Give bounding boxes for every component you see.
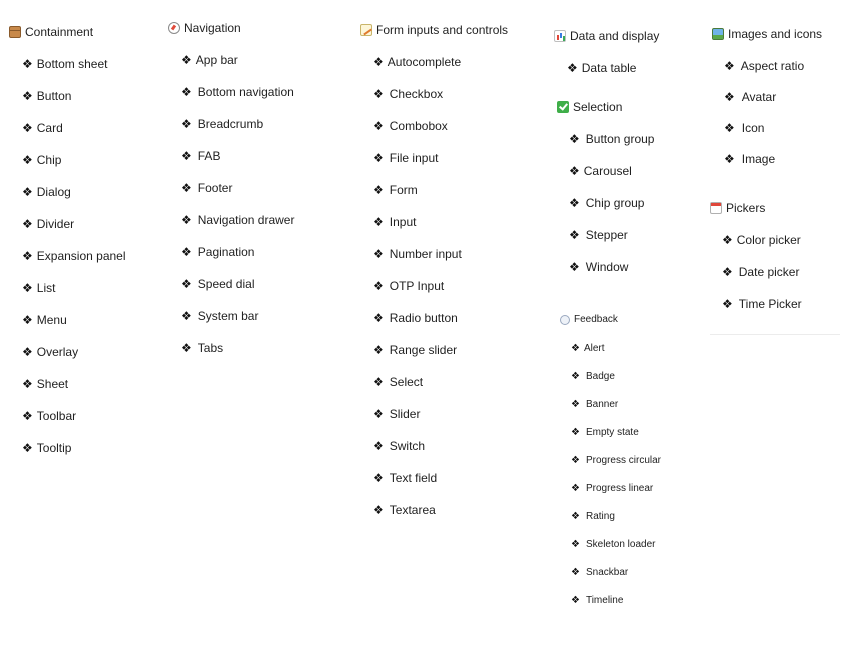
list-item[interactable]: ❖ List	[22, 281, 56, 295]
bullet-icon: ❖	[373, 311, 384, 325]
forms-section	[360, 22, 509, 517]
list-item[interactable]: ❖ Select	[373, 375, 424, 389]
list-item[interactable]: ❖ Slider	[373, 407, 421, 421]
bullet-icon: ❖	[181, 117, 192, 131]
list-item[interactable]: ❖ Textarea	[373, 503, 436, 517]
bullet-icon: ❖	[373, 343, 384, 357]
bullet-icon: ❖	[571, 539, 580, 550]
list-item[interactable]: ❖ Banner	[571, 397, 618, 413]
bullet-icon: ❖	[373, 247, 384, 261]
list-item[interactable]: ❖ Chip group	[569, 196, 645, 210]
list-item[interactable]: ❖ Image	[724, 152, 776, 166]
bullet-icon: ❖	[22, 217, 33, 231]
list-item[interactable]: ❖ Range slider	[373, 343, 458, 357]
bullet-icon: ❖	[571, 595, 580, 606]
bullet-icon: ❖	[571, 343, 580, 354]
forms-heading	[360, 22, 508, 38]
bullet-icon: ❖	[181, 341, 192, 355]
list-item[interactable]: ❖ Chip	[22, 153, 62, 167]
check-mark-icon	[557, 101, 569, 113]
bullet-icon: ❖	[724, 59, 735, 73]
list-item[interactable]: ❖ Number input	[373, 247, 462, 261]
bullet-icon: ❖	[569, 132, 580, 146]
list-item[interactable]: ❖ Divider	[22, 217, 75, 231]
list-item[interactable]: ❖ Window	[569, 260, 629, 274]
bullet-icon: ❖	[22, 153, 33, 167]
bullet-icon: ❖	[22, 377, 33, 391]
list-item[interactable]: ❖ Data table	[567, 61, 637, 75]
bullet-icon: ❖	[373, 407, 384, 421]
list-item[interactable]: ❖ Progress circular	[571, 453, 661, 469]
list-item[interactable]: ❖ File input	[373, 151, 439, 165]
list-item[interactable]: ❖ Alert	[571, 341, 605, 357]
bullet-icon: ❖	[571, 371, 580, 382]
list-item[interactable]: ❖ Form	[373, 183, 418, 197]
images-icons-heading	[712, 26, 822, 42]
bullet-icon: ❖	[181, 181, 192, 195]
bullet-icon: ❖	[724, 121, 735, 135]
list-item[interactable]: ❖ Pagination	[181, 245, 255, 259]
list-item[interactable]: ❖ Footer	[181, 181, 233, 195]
bullet-icon: ❖	[22, 249, 33, 263]
list-item[interactable]: ❖ Navigation drawer	[181, 213, 295, 227]
pickers-title: Pickers	[726, 201, 766, 215]
containment-section	[9, 24, 126, 455]
bullet-icon: ❖	[22, 281, 33, 295]
list-item[interactable]: ❖ Breadcrumb	[181, 117, 264, 131]
bullet-icon: ❖	[567, 61, 578, 75]
bullet-icon: ❖	[571, 511, 580, 522]
list-item[interactable]: ❖ Button	[22, 89, 72, 103]
list-item[interactable]: ❖ Autocomplete	[373, 55, 462, 69]
bullet-icon: ❖	[181, 213, 192, 227]
images-icons-section	[712, 26, 823, 166]
list-item[interactable]: ❖ Skeleton loader	[571, 537, 655, 553]
list-item[interactable]: ❖ Empty state	[571, 425, 639, 441]
list-item[interactable]: ❖ Switch	[373, 439, 426, 453]
list-item[interactable]: ❖ Tooltip	[22, 441, 72, 455]
speech-balloon-icon	[560, 315, 570, 325]
bullet-icon: ❖	[722, 233, 733, 247]
bullet-icon: ❖	[569, 260, 580, 274]
list-item[interactable]: ❖ Sheet	[22, 377, 69, 391]
bullet-icon: ❖	[373, 151, 384, 165]
data-display-section	[554, 28, 660, 75]
bullet-icon: ❖	[181, 149, 192, 163]
list-item[interactable]: ❖ Snackbar	[571, 565, 628, 581]
bullet-icon: ❖	[22, 409, 33, 423]
bullet-icon: ❖	[569, 196, 580, 210]
bullet-icon: ❖	[373, 119, 384, 133]
list-item[interactable]: ❖ Overlay	[22, 345, 79, 359]
navigation-heading	[168, 20, 241, 36]
bullet-icon: ❖	[569, 228, 580, 242]
bullet-icon: ❖	[373, 439, 384, 453]
data-display-title: Data and display	[570, 29, 660, 43]
list-item[interactable]: ❖ Checkbox	[373, 87, 444, 101]
images-icons-title: Images and icons	[728, 27, 823, 41]
forms-title: Form inputs and controls	[376, 23, 509, 37]
bullet-icon: ❖	[22, 345, 33, 359]
bullet-icon: ❖	[22, 441, 33, 455]
list-item[interactable]: ❖ Speed dial	[181, 277, 255, 291]
list-item[interactable]: ❖ Timeline	[571, 593, 623, 609]
bullet-icon: ❖	[571, 483, 580, 494]
list-item[interactable]: ❖ Date picker	[722, 265, 800, 279]
bullet-icon: ❖	[571, 455, 580, 466]
feedback-section	[560, 313, 661, 606]
list-item[interactable]: ❖ System bar	[181, 309, 259, 323]
list-item[interactable]: ❖ Badge	[571, 369, 615, 385]
list-item[interactable]: ❖ Aspect ratio	[724, 59, 805, 73]
section-divider	[710, 334, 840, 335]
bullet-icon: ❖	[373, 503, 384, 517]
navigation-title: Navigation	[184, 21, 241, 35]
list-item[interactable]: ❖ Button group	[569, 132, 655, 146]
data-display-heading	[554, 28, 659, 44]
pickers-heading	[710, 200, 765, 216]
list-item[interactable]: ❖ Tabs	[181, 341, 224, 355]
bullet-icon: ❖	[373, 471, 384, 485]
bullet-icon: ❖	[373, 215, 384, 229]
list-item[interactable]: ❖ Combobox	[373, 119, 448, 133]
bullet-icon: ❖	[571, 399, 580, 410]
feedback-title: Feedback	[574, 314, 618, 325]
list-item[interactable]: ❖ Icon	[724, 121, 765, 135]
bullet-icon: ❖	[373, 55, 384, 69]
selection-heading	[557, 99, 622, 115]
pickers-section	[710, 200, 802, 311]
list-item[interactable]: ❖ OTP Input	[373, 279, 445, 293]
framed-picture-icon	[712, 28, 724, 40]
containment-heading	[9, 24, 93, 40]
bullet-icon: ❖	[22, 57, 33, 71]
bullet-icon: ❖	[722, 297, 733, 311]
bullet-icon: ❖	[373, 87, 384, 101]
navigation-section	[168, 20, 295, 355]
list-item[interactable]: ❖ Input	[373, 215, 417, 229]
list-item[interactable]: ❖ Menu	[22, 313, 67, 327]
list-item[interactable]: ❖ Card	[22, 121, 63, 135]
list-item[interactable]: ❖ Radio button	[373, 311, 458, 325]
list-item[interactable]: ❖ Bottom sheet	[22, 57, 108, 71]
list-item[interactable]: ❖ Carousel	[569, 164, 632, 178]
bullet-icon: ❖	[181, 309, 192, 323]
bullet-icon: ❖	[181, 85, 192, 99]
memo-icon	[360, 24, 372, 36]
bullet-icon: ❖	[373, 183, 384, 197]
bullet-icon: ❖	[22, 313, 33, 327]
list-item[interactable]: ❖ Dialog	[22, 185, 71, 199]
list-item[interactable]: ❖ Text field	[373, 471, 438, 485]
bullet-icon: ❖	[571, 567, 580, 578]
bullet-icon: ❖	[571, 427, 580, 438]
bullet-icon: ❖	[724, 152, 735, 166]
package-icon	[9, 26, 21, 38]
list-item[interactable]: ❖ Color picker	[722, 233, 801, 247]
list-item[interactable]: ❖ Toolbar	[22, 409, 77, 423]
bullet-icon: ❖	[22, 89, 33, 103]
list-item[interactable]: ❖ Rating	[571, 509, 615, 525]
bullet-icon: ❖	[22, 185, 33, 199]
list-item[interactable]: ❖ Stepper	[569, 228, 628, 242]
list-item[interactable]: ❖ Progress linear	[571, 481, 653, 497]
bullet-icon: ❖	[722, 265, 733, 279]
list-item[interactable]: ❖ App bar	[181, 53, 238, 67]
compass-icon	[168, 22, 180, 34]
list-item[interactable]: ❖ Time Picker	[722, 297, 802, 311]
list-item[interactable]: ❖ Expansion panel	[22, 249, 126, 263]
feedback-heading	[560, 313, 618, 327]
containment-title: Containment	[25, 25, 94, 39]
calendar-icon	[710, 202, 722, 214]
bullet-icon: ❖	[724, 90, 735, 104]
list-item[interactable]: ❖ FAB	[181, 149, 221, 163]
selection-title: Selection	[573, 100, 623, 114]
bar-chart-icon	[554, 30, 566, 42]
bullet-icon: ❖	[373, 375, 384, 389]
bullet-icon: ❖	[181, 277, 192, 291]
list-item[interactable]: ❖ Avatar	[724, 90, 777, 104]
bullet-icon: ❖	[569, 164, 580, 178]
bullet-icon: ❖	[22, 121, 33, 135]
bullet-icon: ❖	[181, 53, 192, 67]
list-item[interactable]: ❖ Bottom navigation	[181, 85, 294, 99]
bullet-icon: ❖	[181, 245, 192, 259]
bullet-icon: ❖	[373, 279, 384, 293]
selection-section	[557, 99, 655, 274]
